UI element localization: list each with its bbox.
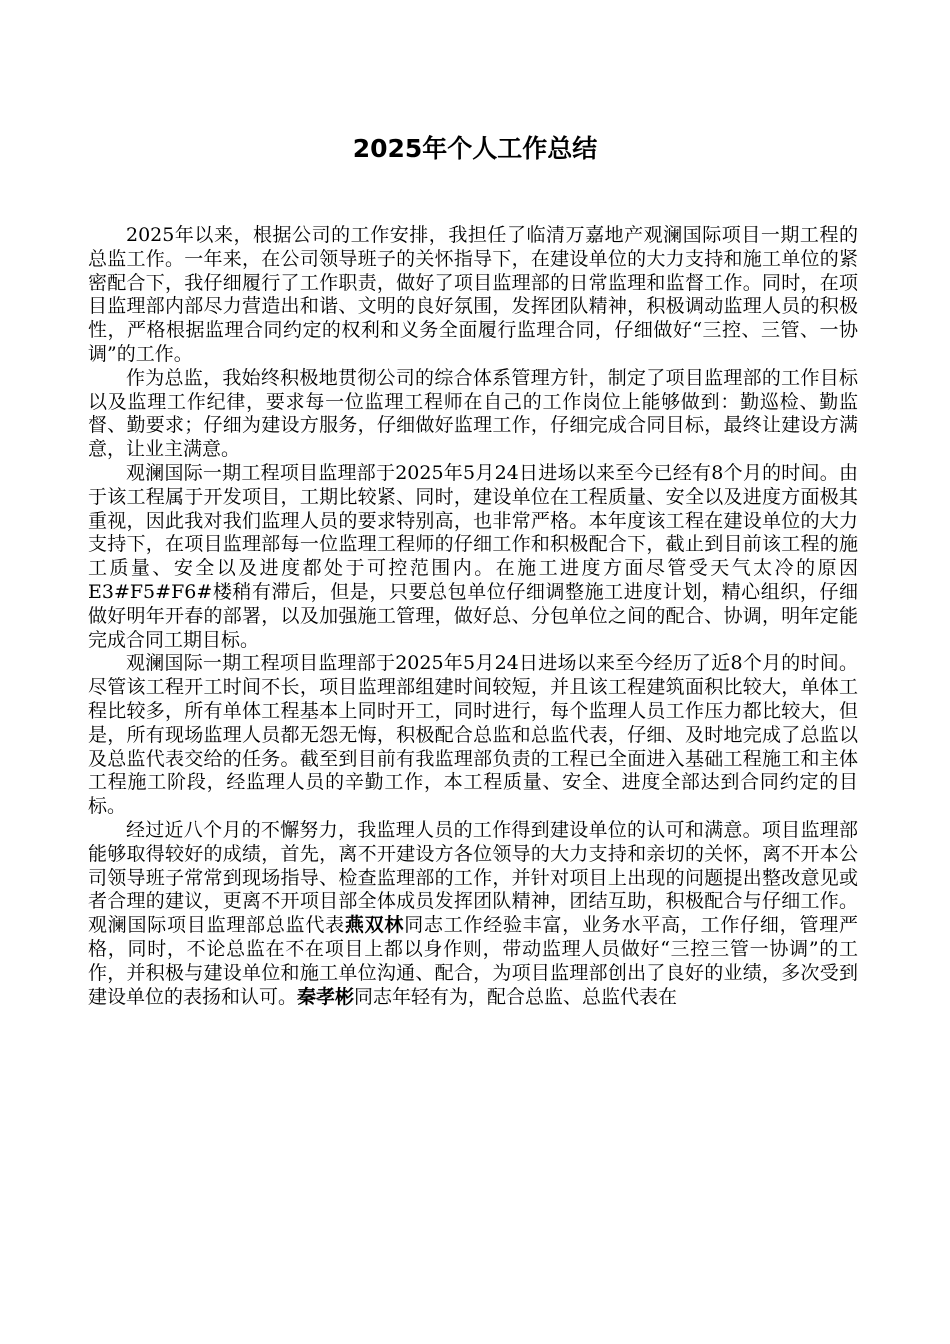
paragraph-text: 作为总监，我始终积极地贯彻公司的综合体系管理方针，制定了项目监理部的工作目标以及监理工作纪律，要求每一位监理工程师在自己的工作岗位上能够做到：勤巡检、勤监督、勤要求；仔细为建设方服务，仔细做好监理工作，仔细完成合同目标，最终让建设方满意，让业主满意。 <box>88 366 858 461</box>
person-name-qin-xiaobin: 秦孝彬 <box>297 985 355 1008</box>
paragraph-text: 经过近八个月的不懈努力，我监理人员的工作得到建设单位的认可和满意。项目监理部能够取得较好的成绩，首先，离不开建设方各位领导的大力支持和亲切的关怀，离不开本公司领导班子常常到现场指导、检查监理部的工作，并针对项目上出现的问题提出整改意见或者合理的建议，更离不开项目部全体成员发挥团队精神，团结互助，积极配合与仔细工作。观澜国际项目监理部总监代表 <box>88 818 858 937</box>
paragraph-3 <box>88 462 858 652</box>
paragraph-text: 2025年以来，根据公司的工作安排，我担任了临清万嘉地产观澜国际项目一期工程的总监工作。一年来，在公司领导班子的关怀指导下，在建设单位的大力支持和施工单位的紧密配合下，我仔细履行了工作职责，做好了项目监理部的日常监理和监督工作。同时，在项目监理部内部尽力营造出和谐、文明的良好氛围，发挥团队精神，积极调动监理人员的积极性，严格根据监理合同约定的权利和义务全面履行监理合同，仔细做好“三控、三管、一协调”的工作。 <box>88 224 858 365</box>
person-name-yan-shuanglin: 燕双林 <box>344 914 405 937</box>
document-body <box>88 224 858 1009</box>
document-title: 2025年个人工作总结 <box>352 134 598 163</box>
paragraph-4 <box>88 652 858 819</box>
paragraph-text: 观澜国际一期工程项目监理部于2025年5月24日进场以来至今已经有8个月的时间。由于该工程属于开发项目，工期比较紧、同时，建设单位在工程质量、安全以及进度方面极其重视，因此我对我们监理人员的要求特别高，也非常严格。本年度该工程在建设单位的大力支持下，在项目监理部每一位监理工程师的仔细工作和积极配合下，截止到目前该工程的施工质量、安全以及进度都处于可控范围内。在施工进度方面尽管受天气太冷的原因E3#F5#F6#楼稍有滞后，但是，只要总包单位仔细调整施工进度计划，精心组织，仔细做好明年开春的部署，以及加强施工管理，做好总、分包单位之间的配合、协调，明年定能完成合同工期目标。 <box>88 461 858 651</box>
paragraph-2 <box>88 367 858 462</box>
paragraph-text: 同志年轻有为，配合总监、总监代表在 <box>354 985 678 1008</box>
paragraph-text: 同志工作经验丰富，业务水平高，工作仔细，管理严格，同时，不论总监在不在项目上都以身作则，带动监理人员做好“三控三管一协调”的工作，并积极与建设单位和施工单位沟通、配合，为项目监理部创出了良好的业绩，多次受到建设单位的表扬和认可。 <box>88 914 858 1008</box>
paragraph-1 <box>88 224 858 367</box>
paragraph-text: 观澜国际一期工程项目监理部于2025年5月24日进场以来至今经历了近8个月的时间。尽管该工程开工时间不长，项目监理部组建时间较短，并且该工程建筑面积比较大，单体工程比较多，所有单体工程基本上同时开工，同时进行，每个监理人员工作压力都比较大，但是，所有现场监理人员都无怨无悔，积极配合总监和总监代表，仔细、及时地完成了总监以及总监代表交给的任务。截至到目前有我监理部负责的工程已全面进入基础工程施工和主体工程施工阶段，经监理人员的辛勤工作，本工程质量、安全、进度全部达到合同约定的目标。 <box>88 652 858 818</box>
paragraph-5 <box>88 819 858 1009</box>
